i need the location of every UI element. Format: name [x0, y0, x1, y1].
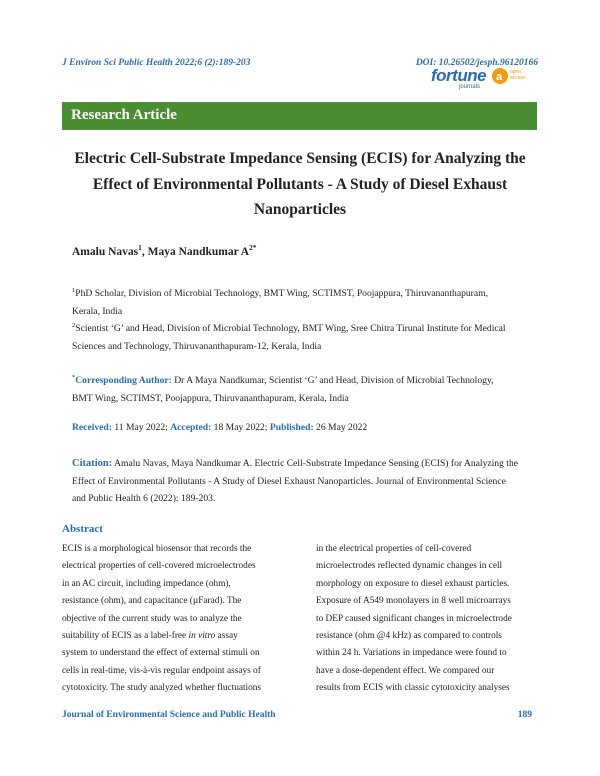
- corresponding-author-text: Dr A Maya Nandkumar, Scientist ‘G’ and Head, Division of Microbial Technology,: [171, 375, 494, 387]
- abstract-line: resistance (ohm), and capacitance (µFarad). The: [62, 596, 242, 607]
- affiliation-text: Scientist ‘G’ and Head, Division of Microbial Technology, BMT Wing, Sree Chitra Tirunal Institute for Medical: [75, 323, 506, 335]
- published-label: Published:: [269, 422, 314, 433]
- corresponding-author: [72, 369, 532, 407]
- abstract-line: have a dose-dependent effect. We compared our: [316, 665, 495, 676]
- svg-text:a: a: [496, 71, 503, 83]
- corresponding-author-label: Corresponding Author:: [75, 375, 172, 387]
- abstract-line: within 24 h. Variations in impedance were found to: [316, 648, 507, 659]
- affiliation-text: PhD Scholar, Division of Microbial Technology, BMT Wing, SCTIMST, Poojappura, Thiruvananthapuram,: [75, 288, 488, 300]
- publisher-logo[interactable]: [431, 66, 529, 98]
- affiliation-mark: 2: [72, 322, 76, 329]
- author-separator: ,: [141, 245, 148, 258]
- logo-subtitle: journals: [459, 84, 481, 90]
- author-name: Maya Nandkumar A: [147, 245, 250, 258]
- abstract-line: morphology on exposure to diesel exhaust particles.: [316, 578, 510, 589]
- affiliation-1: [72, 282, 532, 320]
- affiliation-mark: 1: [72, 287, 76, 294]
- abstract-line: ECIS is a morphological biosensor that records the: [62, 544, 252, 554]
- citation-text: Amalu Navas, Maya Nandkumar A. Electric Cell-Substrate Impedance Sensing (ECIS) for Analyzing the: [112, 458, 519, 469]
- title-line: Effect of Environmental Pollutants - A Study of Diesel Exhaust: [92, 175, 508, 193]
- citation: [72, 455, 532, 508]
- paper-title: [60, 146, 540, 223]
- article-type-banner: [62, 102, 537, 130]
- accepted-date: 18 May 2022;: [211, 422, 270, 433]
- received-date: 11 May 2022;: [111, 422, 171, 433]
- doi[interactable]: DOI: 10.26502/jesph.96120166: [415, 58, 538, 68]
- abstract-line: objective of the current study was to analyze the: [62, 613, 242, 624]
- affiliation-2: [72, 317, 532, 355]
- article-type-label: Research Article: [71, 107, 177, 123]
- published-date: 26 May 2022: [313, 422, 368, 433]
- affiliation-text: Sciences and Technology, Thiruvananthapuram-12, Kerala, India: [72, 340, 322, 352]
- author-affiliation-mark: 2*: [249, 243, 257, 252]
- abstract-line: microelectrodes reflected dynamic changes in cell: [316, 561, 503, 572]
- correspondence-mark: *: [72, 374, 76, 381]
- abstract-line: in the electrical properties of cell-covered: [316, 544, 472, 554]
- abstract-line: to DEP caused significant changes in microelectrode: [316, 613, 512, 624]
- abstract-line: resistance (ohm @4 kHz) as compared to controls: [316, 631, 502, 642]
- article-dates: [72, 419, 532, 437]
- abstract-line: results from ECIS with classic cytotoxicity analyses: [316, 683, 510, 694]
- abstract-line: electrical properties of cell-covered microelectrodes: [62, 561, 256, 572]
- citation-text: and Public Health 6 (2022): 189-203.: [72, 493, 216, 504]
- open-access-label: open access: [510, 69, 526, 81]
- abstract-line: cells in real-time, vis-à-vis regular endpoint assays of: [62, 665, 261, 676]
- author-affiliation-mark: 1: [138, 243, 142, 252]
- logo-wordmark: fortune: [431, 66, 487, 85]
- author-list: [72, 243, 257, 258]
- abstract-line: system to understand the effect of external stimuli on: [62, 648, 260, 659]
- author-name: Amalu Navas: [72, 245, 139, 258]
- citation-label: Citation:: [72, 458, 113, 469]
- abstract-heading: Abstract: [62, 523, 103, 535]
- citation-text: Effect of Environmental Pollutants - A Study of Diesel Exhaust Nanoparticles. Journal of Environmental Science: [72, 475, 506, 487]
- abstract-line: Exposure of A549 monolayers in 8 well microarrays: [316, 596, 511, 607]
- title-line: Electric Cell-Substrate Impedance Sensing (ECIS) for Analyzing the: [74, 150, 526, 167]
- abstract-right-column: [316, 541, 536, 698]
- footer-journal-name: Journal of Environmental Science and Public Health: [62, 710, 276, 720]
- abstract-left-column: [62, 541, 282, 698]
- accepted-label: Accepted:: [170, 422, 212, 433]
- abstract-line: suitability of ECIS as a label-free in vitro assay: [62, 631, 238, 642]
- received-label: Received:: [72, 422, 112, 433]
- affiliation-text: Kerala, India: [72, 305, 123, 317]
- abstract-line: in an AC circuit, including impedance (ohm),: [62, 578, 231, 589]
- page-number: 189: [517, 710, 532, 720]
- journal-reference: J Environ Sci Public Health 2022;6 (2):189-203: [62, 58, 251, 68]
- title-line: Nanoparticles: [253, 201, 347, 218]
- corresponding-author-text: BMT Wing, SCTIMST, Poojappura, Thiruvananthapuram, Kerala, India: [72, 392, 349, 404]
- open-access-icon: [492, 68, 508, 84]
- abstract-line: cytotoxicity. The study analyzed whether fluctuations: [62, 683, 262, 694]
